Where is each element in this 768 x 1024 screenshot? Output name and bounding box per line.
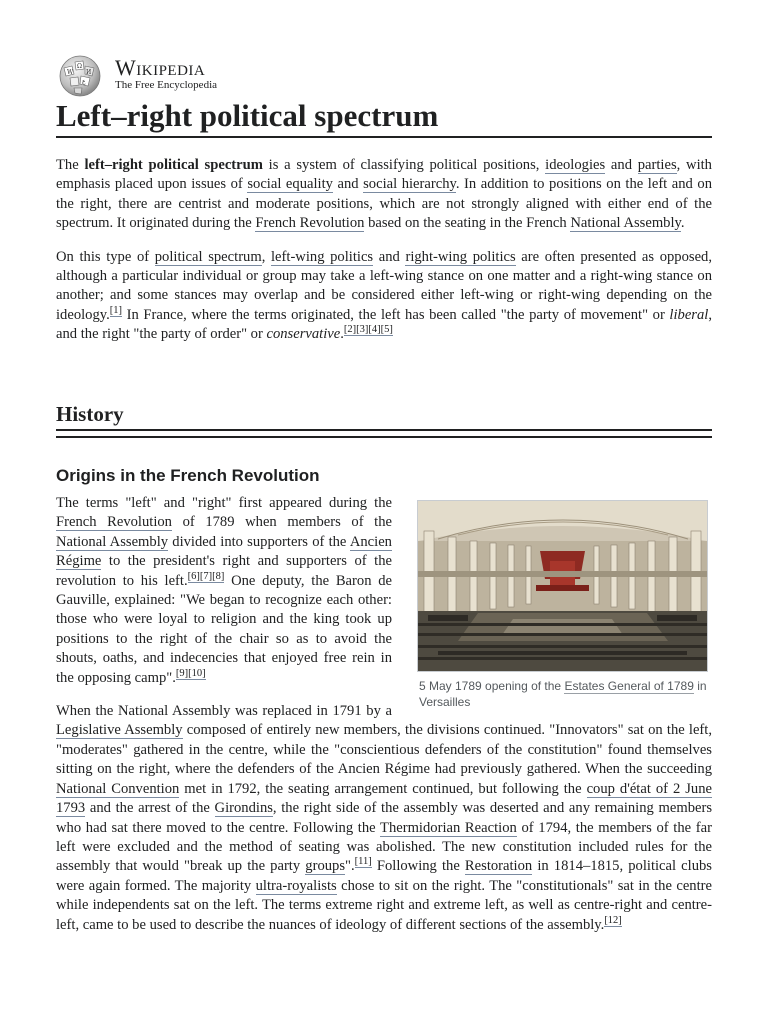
text: 5 May 1789 opening of the <box>419 679 565 693</box>
text: Following the <box>371 858 465 875</box>
link-girondins[interactable]: Girondins <box>214 800 273 817</box>
text: , <box>261 248 271 265</box>
ref-12[interactable]: [12] <box>604 914 622 926</box>
link-political-spectrum[interactable]: political spectrum <box>154 248 262 265</box>
text: and <box>373 248 406 265</box>
intro-paragraph-1 <box>56 156 712 234</box>
article-intro <box>56 156 712 345</box>
link-legislative-assembly[interactable]: Legislative Assembly <box>56 722 183 739</box>
tagline: The Free Encyclopedia <box>115 79 218 91</box>
figure-caption <box>417 678 712 710</box>
text: are often presented as opposed, although a particular individual or group may take a left-wing stance on one matter and a right-wing stance on another; and some stances may overlap and be considered either left-wing or right-wing depending on the ideology. <box>56 248 713 323</box>
link-ancien-regime[interactable]: Ancien Régime <box>56 533 392 570</box>
link-coup-detat[interactable]: coup d'état of 2 June 1793 <box>56 780 712 817</box>
text: In France, where the terms originated, the left has been called "the party of movement" or <box>122 306 670 323</box>
text: . <box>340 326 344 343</box>
link-thermidorian-reaction[interactable]: Thermidorian Reaction <box>380 819 517 836</box>
link-right-wing-politics[interactable]: right-wing politics <box>405 248 516 265</box>
text: and <box>605 157 638 173</box>
ref-8[interactable]: [8] <box>212 570 225 582</box>
text: The <box>56 157 85 173</box>
text: to the president's right and supporters of the revolution to his left. <box>56 553 392 589</box>
ref-11[interactable]: [11] <box>354 856 372 868</box>
text: When the National Assembly was replaced in 1791 by a <box>56 703 392 720</box>
link-parties[interactable]: parties <box>637 157 677 173</box>
page-title: Left–right political spectrum <box>56 96 712 138</box>
figure-estates-general <box>417 500 712 710</box>
link-french-revolution[interactable]: French Revolution <box>56 514 172 531</box>
link-ideologies[interactable]: ideologies <box>545 157 606 173</box>
link-groups[interactable]: groups <box>305 858 346 875</box>
text: chose to sit on the right. The "constitutionals" sat in the centre while independents sat on the left. The terms extreme right and extreme left, as well as centre-right and centre-left, came to be used to describe the nuances of ideology of different sections of the assembly. <box>56 877 712 933</box>
text: divided into supporters of the <box>168 533 350 550</box>
text: composed of entirely new members, the divisions continued. "Innovators" sat on the left, "moderates" gathered in the centre, while the "conscientious defenders of the constitution" found themselves sitting on the right, where the defenders of the Ancien Régime had previously gathered. When the succeeding <box>56 722 712 778</box>
text: , with emphasis placed upon issues of <box>56 157 712 193</box>
text: is a system of classifying political positions, <box>262 157 546 173</box>
link-national-assembly[interactable]: National Assembly <box>56 533 169 550</box>
heading-rule <box>56 429 712 431</box>
wikipedia-wordmark[interactable]: Wikipedia <box>115 55 206 80</box>
text: in 1814–1815, political clubs were again formed. The majority <box>56 858 712 894</box>
ref-1[interactable]: [1] <box>109 304 123 316</box>
text: of 1794, the members of the far left were excluded and the method of seating was abolished. The new constitution included rules for the assembly that would "break up the party <box>56 819 712 875</box>
text: based on the seating in the French <box>364 215 571 232</box>
heading-rule <box>56 436 712 438</box>
text: . In addition to positions on the left and on the right, there are centrist and moderate positions, which are not strongly aligned with either end of the spectrum. It originated during the <box>56 176 712 232</box>
italic-liberal: liberal <box>669 306 709 323</box>
text: On this type of <box>56 248 155 265</box>
link-restoration[interactable]: Restoration <box>464 858 533 875</box>
text: . <box>680 215 685 232</box>
link-social-equality[interactable]: social equality <box>247 176 333 193</box>
svg-text:И: И <box>86 69 92 76</box>
text: ". <box>345 858 355 875</box>
bold-term: left–right political spectrum <box>84 157 263 173</box>
text: of 1789 when members of the <box>171 514 392 531</box>
history-paragraph-2 <box>56 702 712 935</box>
link-ultra-royalists[interactable]: ultra-royalists <box>255 877 337 894</box>
svg-text:ع: ع <box>82 78 86 85</box>
svg-text:W: W <box>67 69 74 76</box>
text: in Versailles <box>419 679 707 709</box>
text: and the arrest of the <box>85 800 215 817</box>
wikipedia-globe-icon[interactable] <box>56 54 104 98</box>
intro-paragraph-2 <box>56 248 712 345</box>
link-french-revolution[interactable]: French Revolution <box>255 215 365 232</box>
ref-9[interactable]: [9] <box>175 667 189 679</box>
ref-5[interactable]: [5] <box>380 324 393 336</box>
svg-text:Ω: Ω <box>77 63 82 70</box>
link-national-assembly[interactable]: National Assembly <box>570 215 681 232</box>
italic-conservative: conservative <box>266 326 341 343</box>
history-section <box>56 494 712 935</box>
ref-4[interactable]: [4] <box>368 324 381 336</box>
link-national-convention[interactable]: National Convention <box>56 780 180 797</box>
ref-6[interactable]: [6] <box>187 570 200 582</box>
text: and <box>332 176 364 193</box>
ref-7[interactable]: [7] <box>199 570 213 582</box>
text: One deputy, the Baron de Gauville, explained: "We began to recognize each other: those who were loyal to religion and the king took up positions to the right of the chair so as to avoid the shouts, oaths, and indecencies that enjoyed free rein in the opposing camp". <box>56 572 392 686</box>
ref-3[interactable]: [3] <box>356 324 369 336</box>
text: The terms "left" and "right" first appeared during the <box>56 495 392 511</box>
ref-10[interactable]: [10] <box>188 667 206 679</box>
text: met in 1792, the seating arrangement continued, but following the <box>179 780 587 797</box>
link-social-hierarchy[interactable]: social hierarchy <box>363 176 456 193</box>
link-estates-general[interactable]: Estates General of 1789 <box>564 679 694 693</box>
text: , and the right "the party of order" or <box>56 306 712 343</box>
subsection-heading-origins: Origins in the French Revolution <box>56 466 320 485</box>
site-header <box>56 52 712 98</box>
estates-general-painting[interactable] <box>417 500 708 672</box>
text: , the right side of the assembly was deserted and any remaining members who had sat there moved to the centre. Following the <box>56 800 713 836</box>
ref-2[interactable]: [2] <box>343 324 357 336</box>
section-heading-history: History <box>56 402 124 426</box>
link-left-wing-politics[interactable]: left-wing politics <box>271 248 374 265</box>
